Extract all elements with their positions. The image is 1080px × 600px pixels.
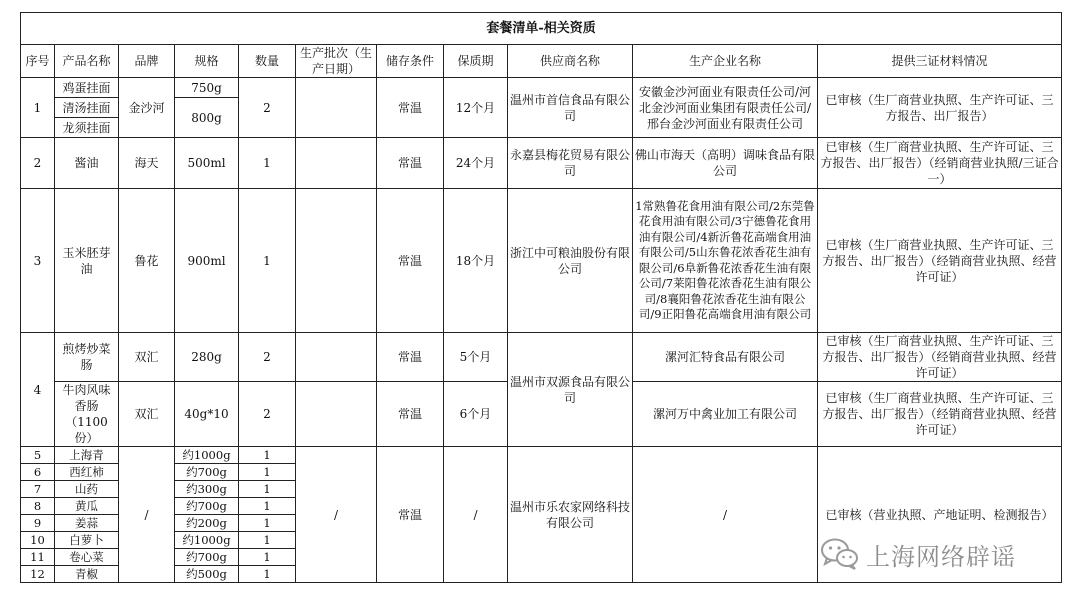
qualification-table [20, 12, 1062, 583]
product-cell: 青椒 [55, 566, 119, 583]
spec-cell: 约300g [175, 481, 239, 498]
table-row [21, 78, 1062, 98]
manufacturer-cell: / [633, 447, 818, 583]
storage-cell: 常温 [377, 138, 444, 189]
seq-cell: 5 [21, 447, 55, 464]
brand-cell: / [119, 447, 175, 583]
batch-cell [296, 382, 377, 447]
product-cell: 黄瓜 [55, 498, 119, 515]
product-cell: 玉米胚芽油 [55, 189, 119, 333]
shelf-life-cell: / [444, 447, 508, 583]
qty-cell: 1 [239, 566, 296, 583]
certs-cell: 已审核（生厂商营业执照、生产许可证、三方报告、出厂报告）（经销商营业执照、经营许可证） [818, 333, 1062, 382]
header-row [21, 45, 1062, 78]
qty-cell: 1 [239, 532, 296, 549]
product-cell: 龙须挂面 [55, 118, 119, 138]
product-cell: 白萝卜 [55, 532, 119, 549]
product-cell: 酱油 [55, 138, 119, 189]
header-shelf-life: 保质期 [444, 45, 508, 78]
certs-cell: 已审核（营业执照、产地证明、检测报告） [818, 447, 1062, 583]
batch-cell [296, 333, 377, 382]
qty-cell: 1 [239, 549, 296, 566]
seq-cell: 12 [21, 566, 55, 583]
shelf-life-cell: 6个月 [444, 382, 508, 447]
watermark [820, 532, 1016, 576]
qty-cell: 2 [239, 78, 296, 138]
certs-cell: 已审核（生厂商营业执照、生产许可证、三方报告、出厂报告）（经销商营业执照、经营许可证） [818, 189, 1062, 333]
qty-cell: 2 [239, 382, 296, 447]
supplier-cell: 永嘉县梅花贸易有限公司 [508, 138, 633, 189]
seq-cell: 2 [21, 138, 55, 189]
spec-cell: 约700g [175, 498, 239, 515]
spec-cell: 280g [175, 333, 239, 382]
spec-cell: 900ml [175, 189, 239, 333]
table-row [21, 189, 1062, 333]
product-cell: 西红柿 [55, 464, 119, 481]
brand-cell: 鲁花 [119, 189, 175, 333]
qty-cell: 1 [239, 498, 296, 515]
header-seq: 序号 [21, 45, 55, 78]
certs-cell: 已审核（生厂商营业执照、生产许可证、三方报告、出厂报告）（经销商营业执照/三证合一） [818, 138, 1062, 189]
header-batch: 生产批次（生产日期） [296, 45, 377, 78]
product-cell: 牛肉风味香肠（1100份） [55, 382, 119, 447]
product-cell: 清汤挂面 [55, 98, 119, 118]
qty-cell: 1 [239, 464, 296, 481]
supplier-cell: 温州市首信食品有限公司 [508, 78, 633, 138]
supplier-cell: 浙江中可粮油股份有限公司 [508, 189, 633, 333]
spec-cell: 约1000g [175, 447, 239, 464]
product-cell: 上海青 [55, 447, 119, 464]
product-cell: 山药 [55, 481, 119, 498]
header-product: 产品名称 [55, 45, 119, 78]
table-row [21, 138, 1062, 189]
batch-cell [296, 138, 377, 189]
supplier-cell: 温州市乐农家网络科技有限公司 [508, 447, 633, 583]
storage-cell: 常温 [377, 447, 444, 583]
qty-cell: 1 [239, 481, 296, 498]
certs-cell: 已审核（生厂商营业执照、生产许可证、三方报告、出厂报告）（经销商营业执照、经营许可证） [818, 382, 1062, 447]
header-certs: 提供三证材料情况 [818, 45, 1062, 78]
table-row [21, 447, 1062, 464]
seq-cell: 11 [21, 549, 55, 566]
header-spec: 规格 [175, 45, 239, 78]
watermark-text: 上海网络辟谣 [866, 542, 1016, 571]
storage-cell: 常温 [377, 333, 444, 382]
spec-cell: 约1000g [175, 532, 239, 549]
product-cell: 鸡蛋挂面 [55, 78, 119, 98]
header-manufacturer: 生产企业名称 [633, 45, 818, 78]
batch-cell [296, 189, 377, 333]
wechat-icon [820, 537, 860, 571]
manufacturer-cell: 佛山市海天（高明）调味食品有限公司 [633, 138, 818, 189]
batch-cell [296, 78, 377, 138]
spec-cell: 约500g [175, 566, 239, 583]
seq-cell: 3 [21, 189, 55, 333]
header-qty: 数量 [239, 45, 296, 78]
shelf-life-cell: 5个月 [444, 333, 508, 382]
manufacturer-cell: 漯河万中禽业加工有限公司 [633, 382, 818, 447]
storage-cell: 常温 [377, 78, 444, 138]
seq-cell: 8 [21, 498, 55, 515]
storage-cell: 常温 [377, 189, 444, 333]
shelf-life-cell: 24个月 [444, 138, 508, 189]
spec-cell: 约200g [175, 515, 239, 532]
batch-cell: / [296, 447, 377, 583]
manufacturer-cell: 1常熟鲁花食用油有限公司/2东莞鲁花食用油有限公司/3宁德鲁花食用油有限公司/4新沂鲁花高端食用油有限公司/5山东鲁花浓香花生油有限公司/6阜新鲁花浓香花生油有限公司/7莱阳鲁花浓香花生油有限公司/8襄阳鲁花浓香花生油有限公司/9正阳鲁花高端食用油有限公司 [633, 189, 818, 333]
header-storage: 储存条件 [377, 45, 444, 78]
qty-cell: 1 [239, 447, 296, 464]
seq-cell: 1 [21, 78, 55, 138]
product-cell: 姜蒜 [55, 515, 119, 532]
qty-cell: 2 [239, 333, 296, 382]
qty-cell: 1 [239, 138, 296, 189]
brand-cell: 双汇 [119, 382, 175, 447]
table-title: 套餐清单-相关资质 [21, 13, 1062, 45]
brand-cell: 海天 [119, 138, 175, 189]
seq-cell: 4 [21, 333, 55, 447]
supplier-cell: 温州市双源食品有限公司 [508, 333, 633, 447]
qty-cell: 1 [239, 515, 296, 532]
brand-cell: 金沙河 [119, 78, 175, 138]
seq-cell: 7 [21, 481, 55, 498]
seq-cell: 10 [21, 532, 55, 549]
certs-cell: 已审核（生厂商营业执照、生产许可证、三方报告、出厂报告） [818, 78, 1062, 138]
table-row [21, 333, 1062, 382]
manufacturer-cell: 漯河汇特食品有限公司 [633, 333, 818, 382]
spec-cell: 800g [175, 98, 239, 138]
spec-cell: 750g [175, 78, 239, 98]
header-supplier: 供应商名称 [508, 45, 633, 78]
qty-cell: 1 [239, 189, 296, 333]
product-cell: 卷心菜 [55, 549, 119, 566]
spec-cell: 40g*10 [175, 382, 239, 447]
header-brand: 品牌 [119, 45, 175, 78]
spec-cell: 约700g [175, 464, 239, 481]
manufacturer-cell: 安徽金沙河面业有限责任公司/河北金沙河面业集团有限责任公司/邢台金沙河面业有限责任公司 [633, 78, 818, 138]
storage-cell: 常温 [377, 382, 444, 447]
product-cell: 煎烤炒菜肠 [55, 333, 119, 382]
shelf-life-cell: 12个月 [444, 78, 508, 138]
seq-cell: 6 [21, 464, 55, 481]
brand-cell: 双汇 [119, 333, 175, 382]
seq-cell: 9 [21, 515, 55, 532]
spec-cell: 500ml [175, 138, 239, 189]
shelf-life-cell: 18个月 [444, 189, 508, 333]
spec-cell: 约700g [175, 549, 239, 566]
